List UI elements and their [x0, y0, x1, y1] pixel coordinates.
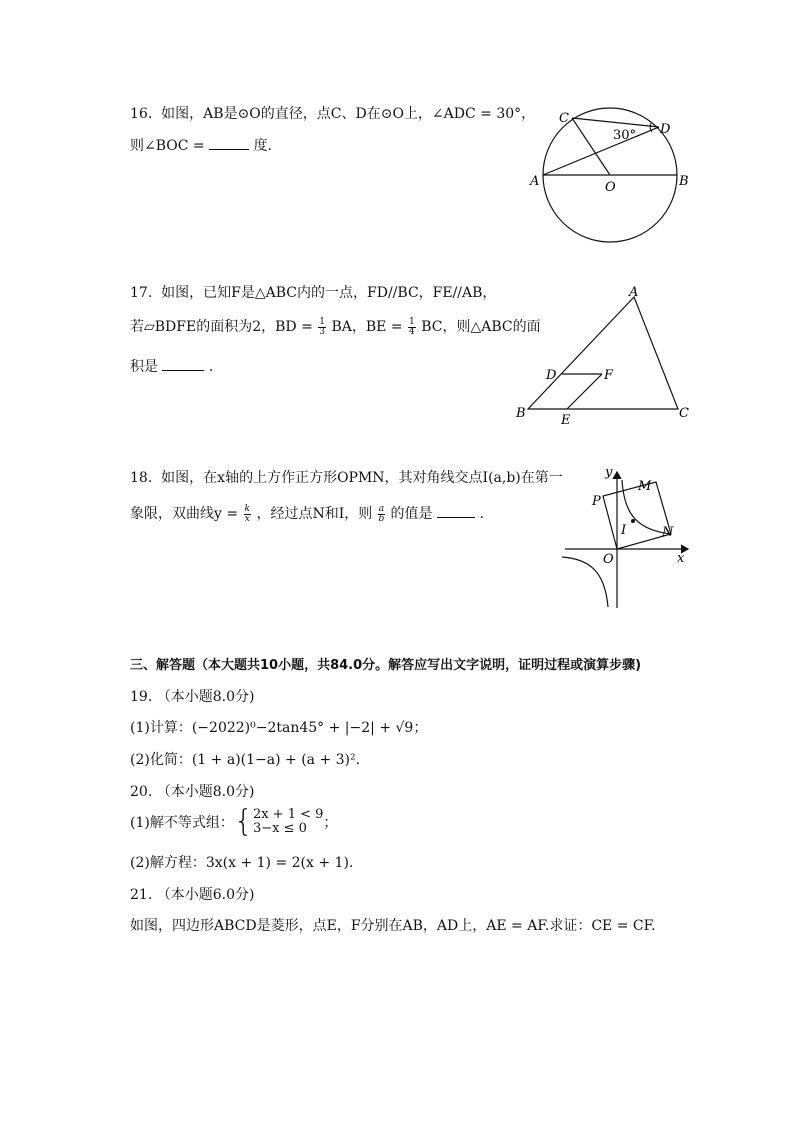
q17-text-2a: 若▱BDFE的面积为2，BD = — [130, 319, 313, 335]
label-b: B — [516, 406, 526, 421]
q18-number: 18. — [130, 470, 153, 486]
label-x: x — [677, 551, 685, 566]
q21-text: 如图，四边形ABCD是菱形，点E，F分别在AB，AD上，AE = AF.求证：CE = CF. — [130, 918, 656, 934]
answer-blank — [437, 516, 475, 518]
q16-number: 16. — [130, 106, 153, 122]
chord-cd — [572, 118, 659, 127]
q19-p1-label: (1)计算： — [130, 720, 192, 736]
q17-number: 17. — [130, 285, 153, 301]
chord-ad — [543, 127, 659, 175]
q17-line3 — [130, 356, 213, 376]
q16-text-2-pre: 则∠BOC = — [130, 138, 205, 154]
label-i: I — [621, 523, 627, 538]
section-title: 三、解答题（本大题共10小题，共84.0分。解答应写出文字说明，证明过程或演算步骤) — [130, 658, 642, 673]
q16-line2 — [130, 135, 272, 155]
q17-text-3-post: . — [208, 359, 214, 375]
fraction-one-quarter: $\frac{1}{4}$ — [409, 316, 415, 337]
q19-p2-label: (2)化简： — [130, 752, 192, 768]
answer-blank — [162, 369, 204, 371]
q20-heading — [130, 781, 254, 801]
fraction-one-third: $\frac{1}{3}$ — [319, 316, 326, 337]
q16-text-2-post: 度. — [253, 138, 273, 154]
fraction-a-over-b: $\frac{a}{b}$ — [378, 503, 385, 524]
q21-score: （本小题6.0分) — [156, 887, 255, 903]
q19-score: （本小题8.0分) — [156, 689, 255, 705]
label-angle: 30° — [613, 128, 637, 143]
label-b: B — [679, 174, 689, 189]
hyperbola-branch-2 — [562, 557, 608, 607]
label-d: D — [546, 368, 557, 383]
q17-triangle-figure — [512, 282, 697, 432]
q18-line2 — [130, 503, 484, 524]
q17-text-1: 如图，已知F是△ABC内的一点，FD//BC，FE//AB， — [161, 285, 497, 301]
q17-line1 — [130, 282, 496, 302]
label-y: y — [605, 465, 613, 480]
q19-p1-expr: (−2022)⁰−2tan45° + |−2| + √9； — [191, 720, 428, 736]
q20-p1-end: ； — [323, 815, 338, 831]
label-m: M — [638, 479, 652, 494]
label-c: C — [559, 111, 569, 126]
q18-hyperbola-figure — [560, 462, 695, 612]
q18-text-1: 如图，在x轴的上方作正方形OPMN，其对角线交点I(a,b)在第一 — [161, 470, 563, 486]
q19-part2 — [130, 749, 360, 769]
label-a: A — [629, 285, 639, 300]
q19-heading — [130, 686, 254, 706]
q18-text-2-post: . — [479, 506, 484, 522]
q18-text-2c: 的值是 — [390, 506, 433, 522]
point-i — [631, 519, 635, 523]
square-opmn — [603, 482, 671, 549]
fraction-k-over-x: $\frac{k}{x}$ — [244, 503, 251, 524]
label-o: O — [605, 180, 616, 195]
triangle-abc — [528, 297, 678, 409]
q19-number: 19. — [130, 689, 153, 705]
segment-fe — [567, 374, 602, 409]
label-e: E — [561, 413, 571, 428]
label-f: F — [604, 368, 614, 383]
label-c: C — [679, 406, 689, 421]
q16-circle-figure — [525, 104, 695, 244]
label-d: D — [660, 122, 671, 137]
q20-p1-label: (1)解不等式组： — [130, 815, 234, 831]
q18-text-2a: 象限，双曲线y = — [130, 506, 239, 522]
q20-score: （本小题8.0分) — [156, 784, 255, 800]
q17-line2 — [130, 316, 541, 337]
q20-p2-expr: 3x(x + 1) = 2(x + 1). — [205, 855, 354, 871]
radius-oc — [572, 118, 610, 175]
q18-line1 — [130, 467, 563, 487]
inequality-2: 3−x ≤ 0 — [252, 821, 307, 836]
q20-number: 20. — [130, 784, 153, 800]
q16-text-1: 如图，AB是⊙O的直径，点C、D在⊙O上，∠ADC = 30°， — [161, 106, 536, 122]
inequality-1: 2x + 1 < 9 — [252, 807, 324, 822]
q17-text-2c: BC，则△ABC的面 — [421, 319, 541, 335]
q17-text-3-pre: 积是 — [130, 359, 158, 375]
inequality-system — [253, 808, 323, 836]
label-o: O — [603, 552, 614, 567]
label-p: P — [592, 494, 601, 509]
q19-part1 — [130, 717, 427, 737]
q19-p2-expr: (1 + a)(1−a) + (a + 3)². — [191, 752, 361, 768]
q21-heading — [130, 884, 254, 904]
brace-icon: { — [233, 804, 253, 839]
label-n: N — [662, 525, 674, 540]
q18-text-2b: ，经过点N和I，则 — [256, 506, 373, 522]
label-a: A — [530, 174, 540, 189]
q17-text-2b: BA，BE = — [331, 319, 403, 335]
q20-part2 — [130, 852, 353, 872]
q20-p2-label: (2)解方程： — [130, 855, 206, 871]
q16-line1 — [130, 103, 535, 123]
answer-blank — [209, 148, 249, 150]
q21-number: 21. — [130, 887, 153, 903]
q20-part1 — [130, 804, 338, 839]
